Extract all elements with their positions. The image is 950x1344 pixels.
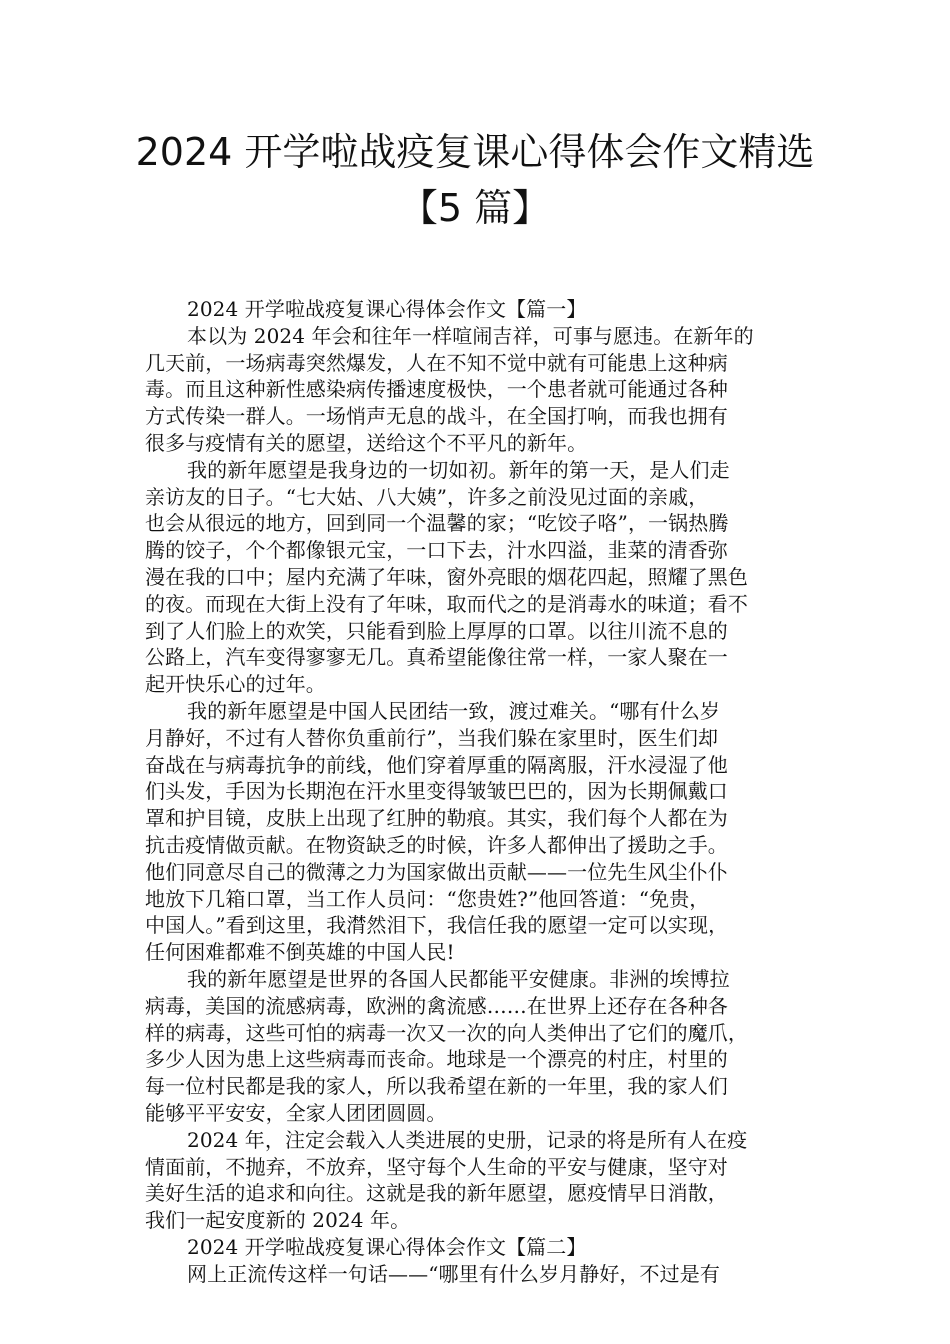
text-line: 月静好，不过有人替你负重前行”，当我们躲在家里时，医生们却 bbox=[145, 725, 719, 750]
text-line: 中国人。”看到这里，我潸然泪下，我信任我的愿望一定可以实现， bbox=[145, 913, 729, 938]
paragraph-first-line: 我的新年愿望是中国人民团结一致，渡过难关。“哪有什么岁 bbox=[187, 698, 720, 723]
text-line: 样的病毒，这些可怕的病毒一次又一次的向人类伸出了它们的魔爪， bbox=[145, 1020, 748, 1045]
text-line: 抗击疫情做贡献。在物资缺乏的时候，许多人都伸出了援助之手。 bbox=[145, 832, 728, 857]
paragraph-first-line: 我的新年愿望是我身边的一切如初。新年的第一天，是人们走 bbox=[187, 457, 730, 482]
text-line: 病毒，美国的流感病毒，欧洲的禽流感……在世界上还存在各种各 bbox=[145, 993, 728, 1018]
text-line: 也会从很远的地方，回到同一个温馨的家；“吃饺子咯”，一锅热腾 bbox=[145, 511, 729, 536]
text-line: 美好生活的追求和向往。这就是我的新年愿望，愿疫情早日消散， bbox=[145, 1181, 728, 1206]
paragraph-first-line: 我的新年愿望是世界的各国人民都能平安健康。非洲的埃博拉 bbox=[187, 966, 730, 991]
text-line: 漫在我的口中；屋内充满了年味，窗外亮眼的烟花四起，照耀了黑色 bbox=[145, 564, 748, 589]
text-line: 起开快乐心的过年。 bbox=[145, 672, 326, 697]
text-line: 地放下几箱口罩，当工作人员问：“您贵姓?”他回答道：“免贵， bbox=[145, 886, 710, 911]
paragraph-first-line: 2024 开学啦战疫复课心得体会作文【篇二】 bbox=[187, 1234, 587, 1259]
document-title bbox=[80, 124, 870, 236]
text-line: 腾的饺子，个个都像银元宝，一口下去，汁水四溢，韭菜的清香弥 bbox=[145, 538, 728, 563]
paragraph-first-line: 本以为 2024 年会和往年一样喧闹吉祥，可事与愿违。在新年的 bbox=[187, 323, 754, 348]
text-line: 情面前，不抛弃，不放弃，坚守每个人生命的平安与健康，坚守对 bbox=[145, 1154, 728, 1179]
text-line: 很多与疫情有关的愿望，送给这个不平凡的新年。 bbox=[145, 430, 588, 455]
paragraph-first-line: 2024 年，注定会载入人类进展的史册，记录的将是所有人在疫 bbox=[187, 1127, 748, 1152]
text-line: 公路上，汽车变得寥寥无几。真希望能像往常一样，一家人聚在一 bbox=[145, 645, 728, 670]
text-line: 奋战在与病毒抗争的前线，他们穿着厚重的隔离服，汗水浸湿了他 bbox=[145, 752, 728, 777]
text-line: 们头发，手因为长期泡在汗水里变得皱皱巴巴的，因为长期佩戴口 bbox=[145, 779, 728, 804]
text-line: 他们同意尽自己的微薄之力为国家做出贡献——一位先生风尘仆仆 bbox=[145, 859, 728, 884]
text-line: 任何困难都难不倒英雄的中国人民! bbox=[145, 940, 455, 965]
title-line-1: 2024 开学啦战疫复课心得体会作文精选 bbox=[135, 130, 815, 174]
text-line: 多少人因为患上这些病毒而丧命。地球是一个漂亮的村庄，村里的 bbox=[145, 1047, 728, 1072]
text-line: 每一位村民都是我的家人，所以我希望在新的一年里，我的家人们 bbox=[145, 1074, 728, 1099]
text-line: 到了人们脸上的欢笑，只能看到脸上厚厚的口罩。以往川流不息的 bbox=[145, 618, 728, 643]
paragraph-first-line: 2024 开学啦战疫复课心得体会作文【篇一】 bbox=[187, 297, 587, 321]
text-line: 方式传染一群人。一场悄声无息的战斗，在全国打响，而我也拥有 bbox=[145, 404, 728, 429]
paragraph-first-line: 网上正流传这样一句话——“哪里有什么岁月静好，不过是有 bbox=[187, 1261, 720, 1286]
title-line-2: 【5 篇】 bbox=[399, 186, 551, 230]
text-line: 罩和护目镜，皮肤上出现了红肿的勒痕。其实，我们每个人都在为 bbox=[145, 806, 728, 831]
text-line: 亲访友的日子。“七大姑、八大姨”，许多之前没见过面的亲戚， bbox=[145, 484, 709, 509]
text-line: 几天前，一场病毒突然爆发，人在不知不觉中就有可能患上这种病 bbox=[145, 350, 728, 375]
text-line: 毒。而且这种新性感染病传播速度极快，一个患者就可能通过各种 bbox=[145, 377, 728, 402]
text-line: 我们一起安度新的 2024 年。 bbox=[145, 1208, 411, 1233]
document-body bbox=[145, 296, 815, 1287]
text-line: 能够平平安安，全家人团团圆圆。 bbox=[145, 1100, 447, 1125]
text-line: 的夜。而现在大街上没有了年味，取而代之的是消毒水的味道；看不 bbox=[145, 591, 748, 616]
